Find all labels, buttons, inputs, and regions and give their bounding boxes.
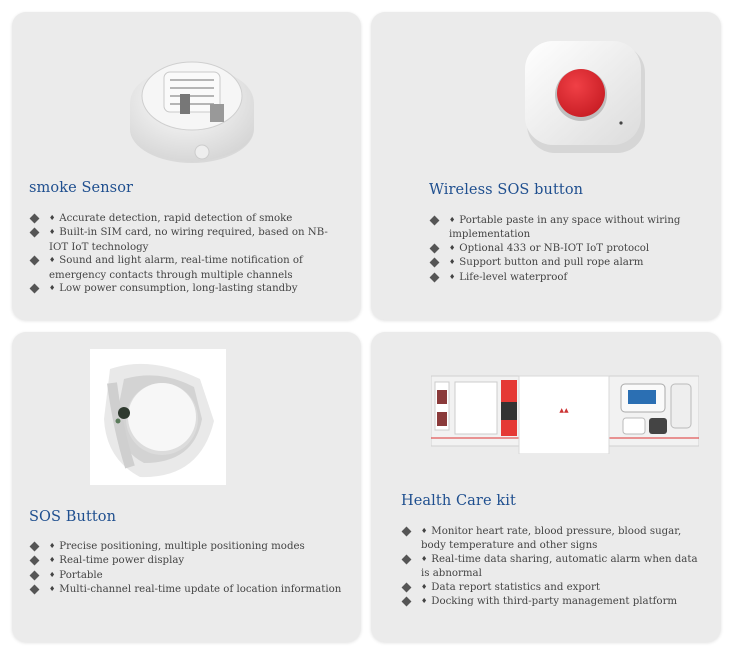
sos-button-icon <box>521 37 651 157</box>
feature-list <box>29 540 349 598</box>
product-card-wireless-sos <box>371 12 721 320</box>
feature-list <box>401 525 701 609</box>
diamond-bullet-icon <box>30 256 40 266</box>
feature-item: ♦ Accurate detection, rapid detection of smoke <box>29 212 329 226</box>
product-card-smoke-sensor <box>12 12 361 320</box>
diamond-bullet-icon <box>430 272 440 282</box>
product-card-health-care-kit <box>371 332 721 642</box>
diamond-bullet-icon <box>402 582 412 592</box>
feature-item: ♦ Monitor heart rate, blood pressure, blood sugar, body temperature and other signs <box>401 525 701 553</box>
card-title: Health Care kit <box>401 493 516 509</box>
card-title: SOS Button <box>29 509 117 525</box>
svg-text:▲▲: ▲▲ <box>559 407 569 414</box>
feature-item: ♦ Support button and pull rope alarm <box>429 256 699 270</box>
diamond-bullet-icon <box>430 258 440 268</box>
diamond-bullet-icon <box>430 243 440 253</box>
diamond-bullet-icon <box>402 527 412 537</box>
feature-item: ♦ Data report statistics and export <box>401 581 701 595</box>
feature-list <box>29 212 329 296</box>
diamond-bullet-icon <box>430 216 440 226</box>
diamond-bullet-icon <box>30 284 40 294</box>
feature-item: ♦ Real-time power display <box>29 554 349 568</box>
product-card-sos-button <box>12 332 361 642</box>
wristband-icon <box>90 349 226 485</box>
diamond-bullet-icon <box>402 597 412 607</box>
diamond-bullet-icon <box>30 542 40 552</box>
diamond-bullet-icon <box>402 554 412 564</box>
diamond-bullet-icon <box>30 214 40 224</box>
feature-item: ♦ Multi-channel real-time update of location information <box>29 583 349 597</box>
diamond-bullet-icon <box>30 556 40 566</box>
feature-item: ♦ Optional 433 or NB-IOT IoT protocol <box>429 242 699 256</box>
health-kit-icon <box>431 372 699 454</box>
feature-item: ♦ Docking with third-party management platform <box>401 595 701 609</box>
feature-item: ♦ Portable paste in any space without wiring implementation <box>429 214 699 242</box>
feature-item: ♦ Sound and light alarm, real-time notification of emergency contacts through multiple channels <box>29 254 329 282</box>
feature-item: ♦ Low power consumption, long-lasting standby <box>29 282 329 296</box>
feature-item: ♦ Built-in SIM card, no wiring required, based on NB-IOT IoT technology <box>29 226 329 254</box>
card-title: smoke Sensor <box>29 180 134 196</box>
feature-item: ♦ Real-time data sharing, automatic alarm when data is abnormal <box>401 553 701 581</box>
feature-item: ♦ Life-level waterproof <box>429 271 699 285</box>
diamond-bullet-icon <box>30 585 40 595</box>
card-title: Wireless SOS button <box>429 182 584 198</box>
feature-list <box>429 214 699 285</box>
smoke-detector-icon <box>122 34 262 174</box>
diamond-bullet-icon <box>30 570 40 580</box>
diamond-bullet-icon <box>30 228 40 238</box>
feature-item: ♦ Precise positioning, multiple positioning modes <box>29 540 349 554</box>
feature-item: ♦ Portable <box>29 569 349 583</box>
